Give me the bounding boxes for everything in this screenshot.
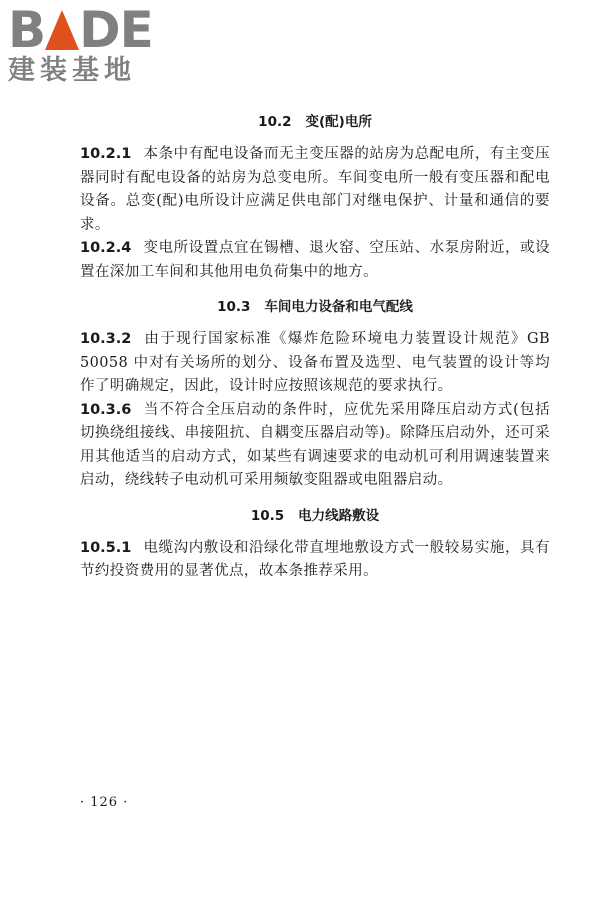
section-title: 电力线路敷设 bbox=[298, 507, 380, 524]
page-number: · 126 · bbox=[80, 795, 129, 810]
clause-number: 10.2.1 bbox=[80, 146, 132, 162]
clause-10-2-1 bbox=[80, 143, 550, 237]
logo-wordmark bbox=[8, 1, 178, 59]
brand-logo bbox=[8, 1, 178, 88]
clause-number: 10.5.1 bbox=[80, 539, 132, 556]
logo-letter-a bbox=[45, 4, 79, 56]
clause-number: 10.3.6 bbox=[80, 401, 132, 418]
clause-text: 本条中有配电设备而无主变压器的站房为总配电所，有主变压器同时有配电设备的站房为总变电所。车间变电所一般有变压器和配电设备。总变(配)电所设计应满足供电部门对继电保护、计量和通信的要求。 bbox=[80, 146, 550, 233]
logo-a-triangle-icon bbox=[45, 10, 79, 50]
clause-text: 电缆沟内敷设和沿绿化带直埋地敷设方式一般较易实施，具有节约投资费用的显著优点，故本条推荐采用。 bbox=[80, 539, 550, 579]
document-body bbox=[80, 112, 550, 584]
section-heading-10-2 bbox=[80, 112, 550, 132]
section-heading-10-5 bbox=[80, 506, 550, 526]
logo-letters-de: DE bbox=[79, 1, 153, 59]
clause-10-2-4 bbox=[80, 237, 550, 284]
clause-10-3-6 bbox=[80, 399, 550, 493]
section-number: 10.5 bbox=[250, 507, 285, 524]
clause-number: 10.2.4 bbox=[80, 240, 132, 256]
clause-10-5-1 bbox=[80, 537, 550, 584]
clause-text: 当不符合全压启动的条件时，应优先采用降压启动方式(包括切换绕组接线、串接阻抗、自耦变压器启动等)。除降压启动外，还可采用其他适当的启动方式，如某些有调速要求的电动机可利用调速装置来启动，绕线转子电动机可采用频敏变阻器或电阻器启动。 bbox=[80, 401, 550, 488]
section-heading-10-3 bbox=[80, 297, 550, 317]
clause-number: 10.3.2 bbox=[80, 331, 132, 347]
logo-subtitle: 建装基地 bbox=[8, 55, 136, 86]
logo-letter-b: B bbox=[8, 1, 46, 59]
section-number: 10.2 bbox=[258, 114, 292, 130]
section-title: 变(配)电所 bbox=[305, 114, 372, 130]
section-title: 车间电力设备和电气配线 bbox=[264, 299, 413, 315]
clause-text: 变电所设置点宜在锡槽、退火窑、空压站、水泵房附近，或设置在深加工车间和其他用电负荷集中的地方。 bbox=[80, 240, 550, 280]
section-number: 10.3 bbox=[217, 299, 251, 315]
clause-text: 由于现行国家标准《爆炸危险环境电力装置设计规范》GB 50058 中对有关场所的划分、设备布置及选型、电气装置的设计等均作了明确规定，因此，设计时应按照该规范的要求执行。 bbox=[80, 331, 550, 394]
clause-10-3-2 bbox=[80, 328, 550, 399]
